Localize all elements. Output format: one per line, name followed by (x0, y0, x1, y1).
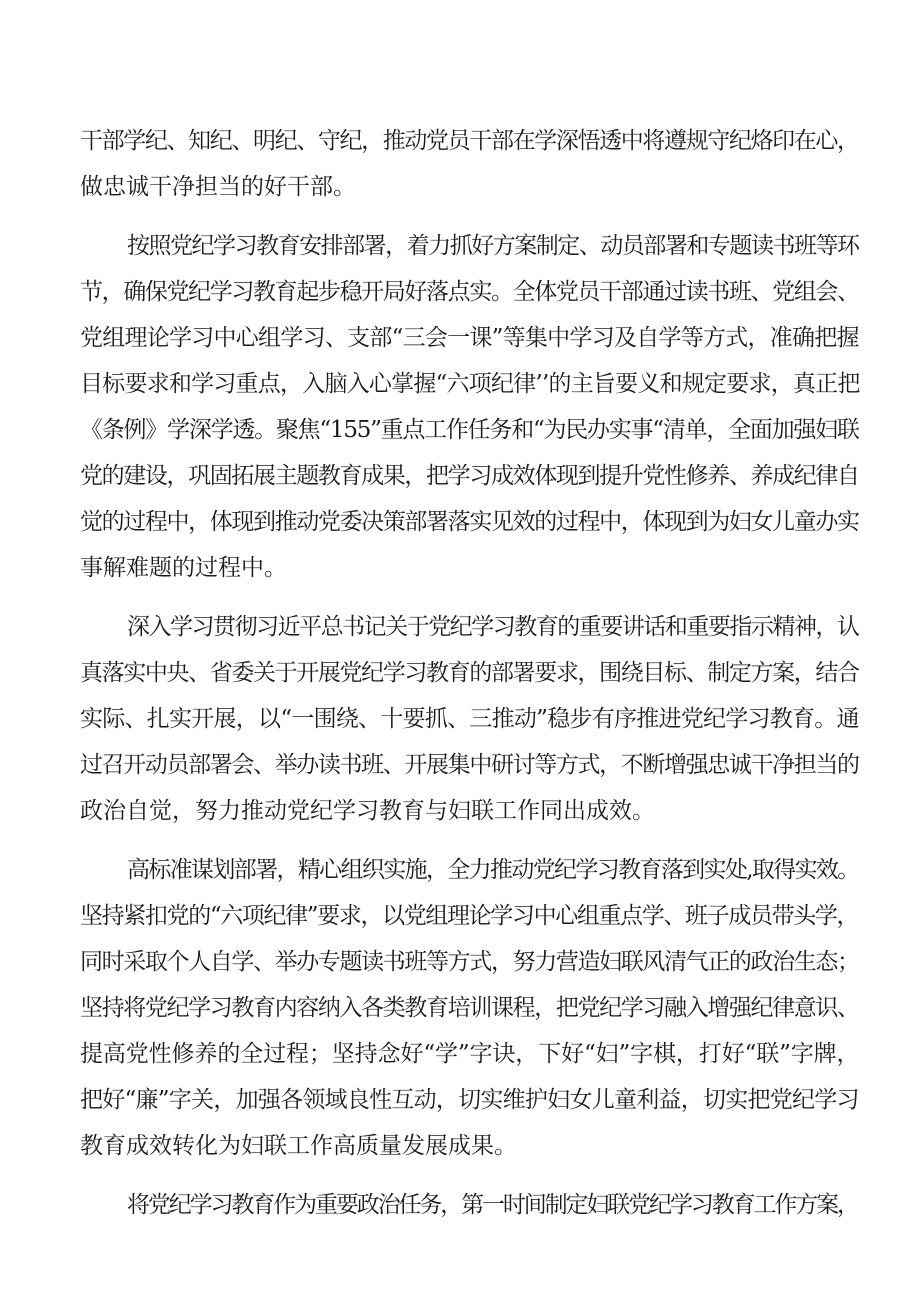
paragraph-line: 坚持紧扣党的“六项纪律”要求，以党组理论学习中心组重点学、班子成员带头学， (80, 903, 859, 929)
paragraph-line: 把好“廉”字关，加强各领域良性互动，切实维护妇女儿童利益，切实把党纪学习 (80, 1087, 859, 1113)
paragraph-line: 同时采取个人自学、举办专题读书班等方式，努力营造妇联风清气正的政治生态； (80, 949, 859, 975)
paragraph-line: 《条例》学深学透。聚焦“155”重点工作任务和“为民办实事“清单，全面加强妇联 (80, 417, 859, 443)
paragraph-line: 觉的过程中，体现到推动党委决策部署落实见效的过程中，体现到为妇女儿童办实 (80, 509, 859, 535)
paragraph-line: 高标准谋划部署，精心组织实施，全力推动党纪学习教育落到实处,取得实效。 (127, 857, 859, 883)
paragraph-line: 党的建设，巩固拓展主题教育成果，把学习成效体现到提升党性修养、养成纪律自 (80, 463, 859, 489)
paragraph-line: 政治自觉，努力推动党纪学习教育与妇联工作同出成效。 (80, 798, 655, 824)
paragraph-line: 按照党纪学习教育安排部署，着力抓好方案制定、动员部署和专题读书班等环 (127, 233, 859, 259)
paragraph-line: 教育成效转化为妇联工作高质量发展成果。 (80, 1133, 517, 1159)
paragraph-line: 提高党性修养的全过程；坚持念好“学”字诀，下好“妇”字棋，打好“联”字牌， (80, 1041, 860, 1067)
paragraph-line: 深入学习贯彻习近平总书记关于党纪学习教育的重要讲话和重要指示精神，认 (127, 614, 859, 640)
paragraph-line: 做忠诚干净担当的好干部。 (80, 174, 356, 200)
paragraph-line: 事解难题的过程中。 (80, 555, 287, 581)
paragraph-line: 坚持将党纪学习教育内容纳入各类教育培训课程，把党纪学习融入增强纪律意识、 (80, 995, 859, 1021)
paragraph-line: 干部学纪、知纪、明纪、守纪，推动党员干部在学深悟透中将遵规守纪烙印在心， (80, 128, 859, 154)
paragraph-line: 党组理论学习中心组学习、支部“三会一课”等集中学习及自学等方式，准确把握 (80, 325, 859, 351)
paragraph-line: 过召开动员部署会、举办读书班、开展集中研讨等方式，不断增强忠诚干净担当的 (80, 752, 859, 778)
paragraph-line: 目标要求和学习重点，入脑入心掌握“六项纪律’’的主旨要义和规定要求，真正把 (80, 371, 860, 397)
paragraph-line: 实际、扎实开展，以“一围绕、十要抓、三推动”稳步有序推进党纪学习教育。通 (80, 706, 859, 732)
paragraph-line: 真落实中央、省委关于开展党纪学习教育的部署要求，围绕目标、制定方案，结合 (80, 660, 859, 686)
paragraph-line: 将党纪学习教育作为重要政治任务，第一时间制定妇联党纪学习教育工作方案， (127, 1192, 858, 1218)
paragraph-line: 节，确保党纪学习教育起步稳开局好落点实。全体党员干部通过读书班、党组会、 (80, 279, 859, 305)
